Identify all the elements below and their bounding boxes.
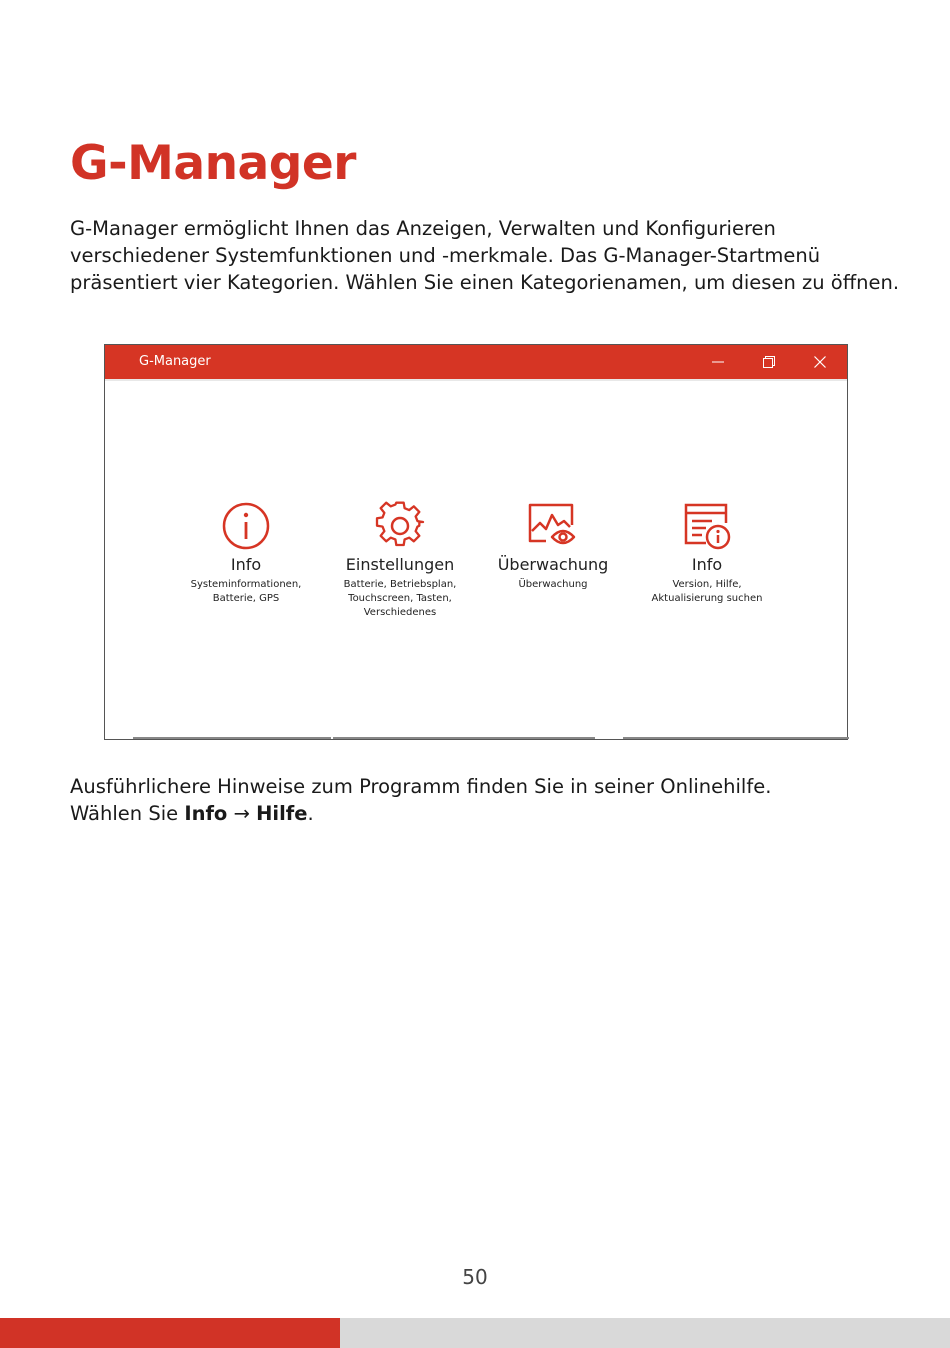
- tile-info-version-description: Version, Hilfe, Aktualisierung suchen: [651, 579, 763, 604]
- minimize-icon: [712, 356, 724, 368]
- tile-info-version[interactable]: [622, 501, 792, 606]
- tile-info-label: Info: [230, 555, 262, 574]
- minimize-button[interactable]: [693, 345, 743, 379]
- tile-einstellungen[interactable]: [315, 501, 485, 620]
- window-bottom-edge: [333, 737, 595, 739]
- help-prefix: Wählen Sie: [70, 802, 185, 825]
- window-bottom-edge: [623, 737, 849, 739]
- window-title: G-Manager: [139, 354, 211, 369]
- window-bottom-edge: [133, 737, 331, 739]
- window-titlebar: [105, 345, 847, 381]
- restore-button[interactable]: [744, 345, 794, 379]
- page-title: G-Manager: [70, 136, 356, 191]
- intro-paragraph: G-Manager ermöglicht Ihnen das Anzeigen, Verwalten und Konfigurieren verschiedener Systemfunktionen und -merkmale. Das G-Manager-Startmenü präsentiert vier Kategorien. Wählen Sie einen Kategorienamen, um diesen zu öffnen.: [70, 217, 900, 294]
- help-menu-hilfe: Hilfe: [256, 802, 308, 825]
- footer-bar-gray: [340, 1318, 950, 1348]
- page-number: 50: [462, 1265, 488, 1289]
- help-paragraph: [70, 773, 900, 827]
- gear-icon: [375, 501, 425, 551]
- tile-ueberwachung-label: Überwachung: [497, 555, 609, 574]
- arrow-right-icon: →: [233, 802, 250, 825]
- monitoring-eye-icon: [528, 501, 578, 551]
- tile-ueberwachung[interactable]: [468, 501, 638, 592]
- restore-icon: [763, 356, 775, 368]
- close-button[interactable]: [795, 345, 845, 379]
- info-circle-icon: [221, 501, 271, 551]
- document-info-icon: [682, 501, 732, 551]
- help-suffix: .: [307, 802, 314, 825]
- g-manager-window-screenshot: [104, 344, 848, 740]
- tile-einstellungen-description: Batterie, Betriebsplan, Touchscreen, Tasten, Verschiedenes: [343, 579, 457, 618]
- help-menu-info: Info: [184, 802, 228, 825]
- tile-ueberwachung-description: Überwachung: [518, 579, 588, 590]
- help-line-1: Ausführlichere Hinweise zum Programm finden Sie in seiner Onlinehilfe.: [70, 775, 772, 798]
- tile-einstellungen-label: Einstellungen: [345, 555, 455, 574]
- footer-bar-accent: [0, 1318, 340, 1348]
- tile-info-description: Systeminformationen, Batterie, GPS: [190, 579, 302, 604]
- close-icon: [814, 356, 826, 368]
- tile-info-version-label: Info: [691, 555, 723, 574]
- tile-info[interactable]: [161, 501, 331, 606]
